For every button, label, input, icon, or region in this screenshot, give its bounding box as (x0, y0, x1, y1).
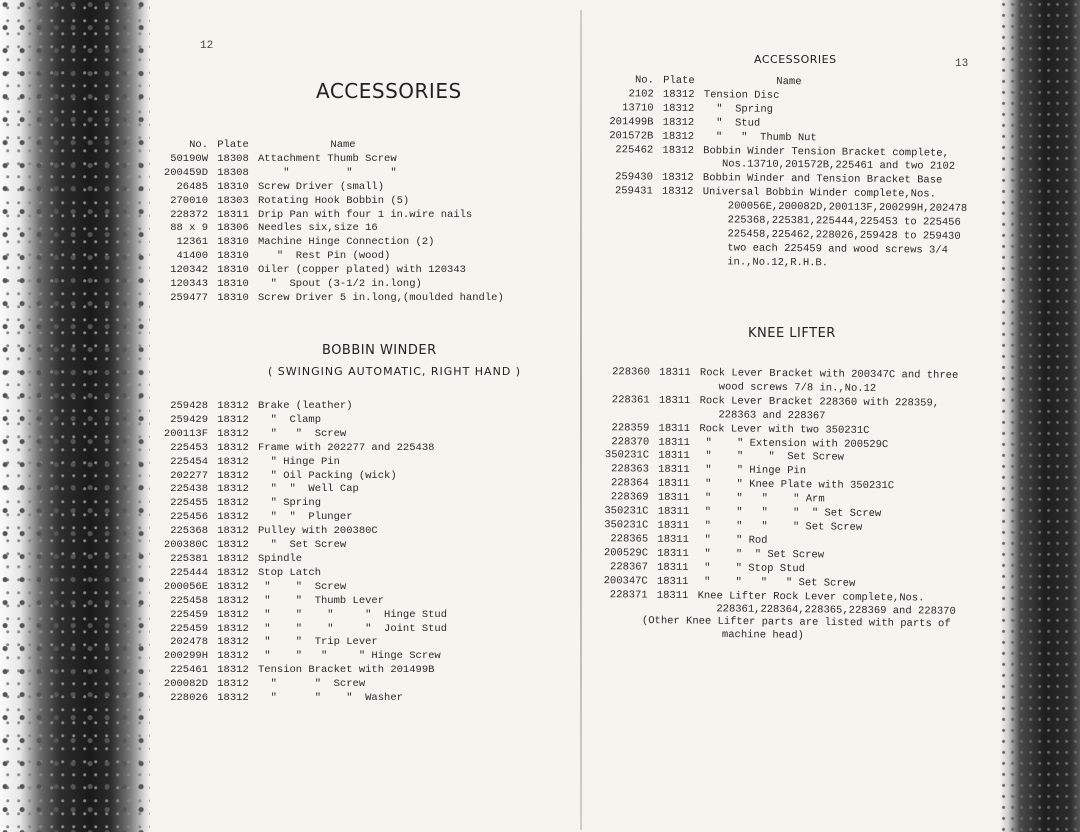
part-name: " " Trip Lever (258, 636, 378, 649)
accessories-table-left (150, 139, 504, 306)
part-name: 200056E,200082D,200113F,200299H,202478 (702, 200, 968, 216)
part-number: 228026 (170, 692, 208, 705)
table-row (150, 539, 447, 553)
plate-number: 18312 (217, 622, 249, 635)
part-name: 228363 and 228367 (699, 408, 826, 423)
part-number: 228367 (610, 560, 648, 574)
plate-number: 18312 (217, 441, 249, 454)
part-number: 200380C (163, 539, 208, 552)
table-row (150, 195, 504, 209)
part-number: 88 x 9 (170, 222, 208, 235)
plate-number: 18311 (217, 208, 249, 221)
table-row (150, 456, 447, 470)
part-name: " " " " Hinge Screw (258, 650, 441, 663)
plate-number: 18312 (217, 552, 249, 565)
part-name: " " Thumb Nut (703, 130, 817, 144)
part-number: 259428 (170, 400, 208, 412)
part-name: Tension Disc (703, 89, 780, 102)
part-name: Rock Lever Bracket 228360 with 228359, (699, 394, 940, 410)
plate-number: 18311 (658, 422, 691, 435)
part-name: " " Hinge Pin (698, 464, 807, 478)
plate-number: 18311 (657, 561, 689, 574)
part-number: 350231C (604, 449, 650, 463)
plate-number: 18312 (217, 455, 249, 468)
part-number: 200529C (603, 546, 649, 560)
bobbin-winder-table (150, 400, 447, 706)
accessories-table-right (594, 74, 969, 273)
table-row (150, 623, 447, 637)
part-name: Pulley with 200380C (258, 525, 378, 538)
plate-number (653, 200, 703, 214)
table-row (150, 470, 447, 484)
plate-number: 18312 (217, 427, 249, 440)
part-name: Knee Lifter Rock Lever complete,Nos. (697, 589, 925, 604)
part-name: Screw Driver 5 in.long,(moulded handle) (258, 291, 504, 304)
plate-number (649, 408, 699, 422)
plate-number: 18308 (217, 166, 249, 179)
table-row (150, 483, 447, 497)
part-name: wood screws 7/8 in.,No.12 (699, 381, 877, 395)
part-name: " Spring (258, 497, 322, 510)
part-name: Rock Lever with two 350231C (699, 422, 870, 437)
part-number (591, 408, 649, 423)
table-row (150, 414, 447, 428)
part-name: " " Extension with 200529C (699, 436, 889, 451)
plate-number: 18311 (657, 491, 690, 505)
part-number: 13710 (622, 102, 654, 115)
part-name: " Stud (703, 116, 761, 130)
table-header (150, 139, 504, 153)
plate-number (653, 158, 703, 172)
part-number: 270010 (170, 194, 208, 207)
part-number: 200082D (163, 678, 208, 691)
col-plate-header: Plate (217, 139, 249, 151)
table-row (150, 650, 447, 664)
plate-number: 18310 (217, 291, 249, 304)
table-row (150, 167, 504, 181)
plate-number: 18312 (217, 413, 249, 426)
plate-number (652, 228, 702, 242)
knee-lifter-table (589, 366, 958, 620)
part-number: 225456 (170, 511, 208, 524)
part-number: 228359 (611, 421, 650, 435)
part-number: 12361 (176, 236, 208, 249)
plate-number (652, 241, 702, 255)
part-name: Spindle (258, 552, 303, 565)
part-number: 228369 (610, 491, 649, 504)
knee-lifter-note-line1: (Other Knee Lifter parts are listed with parts of (641, 615, 951, 631)
part-number: 201499B (609, 115, 654, 129)
plate-number: 18311 (658, 394, 691, 407)
plate-number: 18310 (217, 278, 249, 291)
part-number: 225459 (170, 608, 208, 621)
part-number: 200347C (603, 574, 648, 588)
part-name: Brake (leather) (258, 400, 353, 412)
part-name: two each 225459 and wood screws 3/4 (702, 241, 948, 257)
plate-number (650, 381, 700, 395)
plate-number: 18312 (662, 144, 695, 157)
table-row (150, 497, 447, 511)
plate-number: 18311 (657, 533, 689, 546)
page-number-right: 13 (955, 58, 969, 70)
plate-number: 18312 (217, 469, 249, 482)
part-number: 228363 (611, 463, 649, 476)
part-name: Attachment Thumb Screw (258, 152, 397, 165)
page-title-accessories: ACCESSORIES (316, 79, 462, 103)
part-number: 26485 (176, 180, 208, 193)
table-row (150, 428, 447, 442)
plate-number: 18306 (217, 222, 249, 235)
part-number: 259477 (170, 291, 208, 304)
table-row (150, 678, 447, 692)
table-row (150, 525, 447, 539)
part-number: 259431 (614, 185, 653, 198)
plate-number: 18312 (662, 102, 695, 115)
table-row (150, 567, 447, 581)
part-name: Tension Bracket with 201499B (258, 664, 435, 677)
part-number: 200113F (163, 427, 208, 440)
part-number: 228365 (610, 533, 649, 546)
plate-number: 18311 (657, 547, 689, 560)
part-number: 228372 (170, 208, 208, 221)
part-name: Universal Bobbin Winder complete,Nos. (702, 186, 936, 201)
part-name: Oiler (copper plated) with 120343 (258, 264, 466, 277)
table-row (150, 209, 504, 223)
plate-number: 18312 (662, 116, 695, 129)
table-row (150, 278, 504, 292)
plate-number: 18312 (662, 88, 695, 101)
table-row (150, 581, 447, 595)
col-plate-header: Plate (663, 74, 695, 88)
part-number (589, 602, 647, 617)
table-row (150, 553, 447, 567)
part-number: 202277 (170, 469, 208, 482)
table-row (150, 636, 447, 650)
part-number: 200056E (163, 580, 208, 593)
table-row (150, 181, 504, 195)
table-row (150, 222, 504, 236)
part-number: 200459D (163, 166, 208, 179)
plate-number: 18310 (217, 264, 249, 277)
part-name: " " " " Hinge Stud (258, 608, 448, 621)
table-row (150, 250, 504, 264)
table-row (150, 692, 447, 706)
table-row (150, 664, 447, 678)
part-name: " " " " Arm (698, 492, 825, 506)
section-subtitle-bobbin-winder: ( SWINGING AUTOMATIC, RIGHT HAND ) (268, 365, 522, 378)
table-row (150, 292, 504, 306)
part-number: 50190W (170, 152, 208, 165)
part-number (594, 255, 652, 270)
plate-number: 18312 (217, 636, 249, 649)
section-title-knee-lifter: KNEE LIFTER (748, 326, 836, 341)
part-name: " " Rod (698, 533, 768, 547)
part-number: 225454 (170, 455, 208, 468)
plate-number: 18311 (658, 450, 690, 463)
table-row (150, 511, 447, 525)
col-name-header: Name (330, 139, 356, 151)
part-number: 225438 (170, 483, 208, 496)
plate-number: 18312 (217, 664, 249, 677)
plate-number: 18311 (657, 519, 690, 532)
part-number: 41400 (176, 250, 208, 263)
scan-edge-left (0, 0, 150, 832)
plate-number (652, 255, 702, 269)
plate-number: 18312 (217, 525, 249, 538)
running-head-right: ACCESSORIES (754, 53, 837, 66)
part-name: " " " Set Screw (698, 450, 845, 465)
table-row (150, 236, 504, 250)
part-number: 228361 (611, 394, 650, 407)
part-number (592, 380, 650, 395)
col-name-header: Name (776, 75, 802, 89)
part-number: 225458 (170, 594, 208, 607)
part-number (595, 199, 653, 214)
part-number: 228360 (612, 366, 650, 379)
part-number: 259429 (170, 413, 208, 426)
part-name: " " Stop Stud (697, 561, 806, 575)
part-name: " Rest Pin (wood) (258, 250, 391, 263)
part-name: " " Screw (258, 678, 366, 691)
part-name: " Spout (3-1/2 in.long) (258, 278, 422, 291)
part-name: Bobbin Winder and Tension Bracket Base (702, 172, 943, 187)
part-name: " " Knee Plate with 350231C (698, 478, 895, 493)
part-name: " " " " " Set Screw (698, 506, 882, 521)
plate-number: 18312 (217, 511, 249, 524)
knee-lifter-note-line2: machine head) (721, 629, 804, 642)
part-name: " Oil Packing (wick) (258, 469, 397, 482)
part-number: 225459 (170, 622, 208, 635)
part-name: " " " " Joint Stud (258, 622, 448, 635)
part-number: 200299H (163, 650, 208, 663)
part-number: 350231C (604, 505, 649, 518)
part-name: " " " Set Screw (697, 547, 825, 562)
plate-number: 18312 (217, 400, 249, 412)
part-name: 225368,225381,225444,225453 to 225456 (702, 214, 961, 229)
col-no-header: No. (634, 74, 654, 87)
plate-number: 18312 (217, 608, 249, 621)
plate-number: 18310 (217, 180, 249, 193)
part-name: " " " (258, 166, 397, 179)
plate-number: 18312 (217, 650, 249, 663)
book-gutter (580, 10, 582, 830)
part-name: Drip Pan with four 1 in.wire nails (258, 208, 473, 221)
part-name: Stop Latch (258, 566, 322, 579)
part-number: 259430 (615, 171, 653, 184)
part-name: Rotating Hook Bobbin (5) (258, 194, 410, 207)
plate-number: 18311 (658, 464, 690, 477)
part-name: Rock Lever Bracket with 200347C and three (699, 367, 959, 382)
part-number (594, 213, 652, 228)
plate-number: 18311 (658, 436, 691, 449)
plate-number: 18312 (662, 130, 695, 143)
part-name: " " " " Set Screw (698, 520, 863, 534)
part-number: 225444 (170, 566, 208, 579)
table-row (150, 609, 447, 623)
table-row (150, 442, 447, 456)
plate-number: 18311 (656, 575, 689, 588)
table-row (150, 153, 504, 167)
plate-number: 18311 (659, 366, 691, 380)
part-name: Machine Hinge Connection (2) (258, 236, 435, 249)
part-number (594, 241, 652, 256)
plate-number: 18312 (217, 580, 249, 593)
plate-number: 18312 (661, 185, 694, 199)
part-number: 201572B (609, 129, 654, 143)
part-name: 225458,225462,228026,259428 to 259430 (702, 228, 961, 243)
part-number: 228370 (611, 435, 650, 449)
part-number (595, 157, 653, 172)
plate-number: 18308 (217, 152, 249, 165)
plate-number: 18312 (217, 539, 249, 552)
part-name: " Clamp (258, 413, 322, 426)
part-number: 225368 (170, 525, 208, 538)
part-number: 120342 (170, 264, 208, 277)
part-name: 228361,228364,228365,228369 and 228370 (697, 603, 956, 619)
part-number (594, 227, 652, 242)
part-number: 225455 (170, 497, 208, 510)
part-name: " " Well Cap (258, 483, 359, 496)
plate-number: 18312 (217, 497, 249, 510)
part-name: " Hinge Pin (258, 455, 340, 468)
part-name: " " Screw (258, 580, 347, 593)
part-number: 120343 (170, 278, 208, 291)
plate-number: 18311 (656, 589, 689, 602)
part-number: 202478 (170, 636, 208, 649)
plate-number: 18310 (217, 236, 249, 249)
plate-number: 18312 (217, 692, 249, 705)
part-name: in.,No.12,R.H.B. (701, 255, 829, 270)
part-number: 350231C (604, 519, 649, 532)
part-name: " Spring (703, 102, 774, 116)
part-number: 225461 (170, 664, 208, 677)
part-number: 228364 (610, 477, 649, 490)
part-name: " " " " Set Screw (697, 575, 856, 590)
part-name: " " Screw (258, 427, 347, 440)
part-name: " " Plunger (258, 511, 353, 524)
part-name: Nos.13710,201572B,225461 and two 2102 (702, 158, 956, 174)
page-number-left: 12 (200, 40, 214, 52)
part-number: 225381 (170, 552, 208, 565)
part-number: 228371 (609, 588, 648, 602)
part-name: " " " Washer (258, 692, 403, 705)
part-name: Screw Driver (small) (258, 180, 385, 193)
plate-number: 18312 (217, 594, 249, 607)
plate-number: 18312 (217, 678, 249, 691)
part-name: Bobbin Winder Tension Bracket complete, (703, 144, 950, 160)
plate-number: 18311 (657, 505, 690, 519)
part-number: 2102 (628, 88, 654, 101)
part-name: " Set Screw (258, 539, 347, 552)
plate-number: 18310 (217, 250, 249, 263)
plate-number: 18312 (217, 566, 249, 579)
table-row (150, 595, 447, 609)
plate-number: 18303 (217, 194, 249, 207)
part-number: 225462 (615, 143, 654, 157)
plate-number: 18312 (217, 483, 249, 496)
col-no-header: No. (189, 139, 208, 151)
plate-number: 18311 (657, 477, 690, 491)
part-name: Frame with 202277 and 225438 (258, 441, 435, 454)
table-row (150, 264, 504, 278)
part-name: Needles six,size 16 (258, 222, 378, 235)
table-row (150, 400, 447, 414)
plate-number: 18312 (662, 172, 694, 185)
section-title-bobbin-winder: BOBBIN WINDER (322, 343, 437, 358)
part-name: " " Thumb Lever (258, 594, 385, 607)
part-number: 225453 (170, 441, 208, 454)
scan-edge-right (1000, 0, 1080, 832)
plate-number (652, 214, 702, 228)
